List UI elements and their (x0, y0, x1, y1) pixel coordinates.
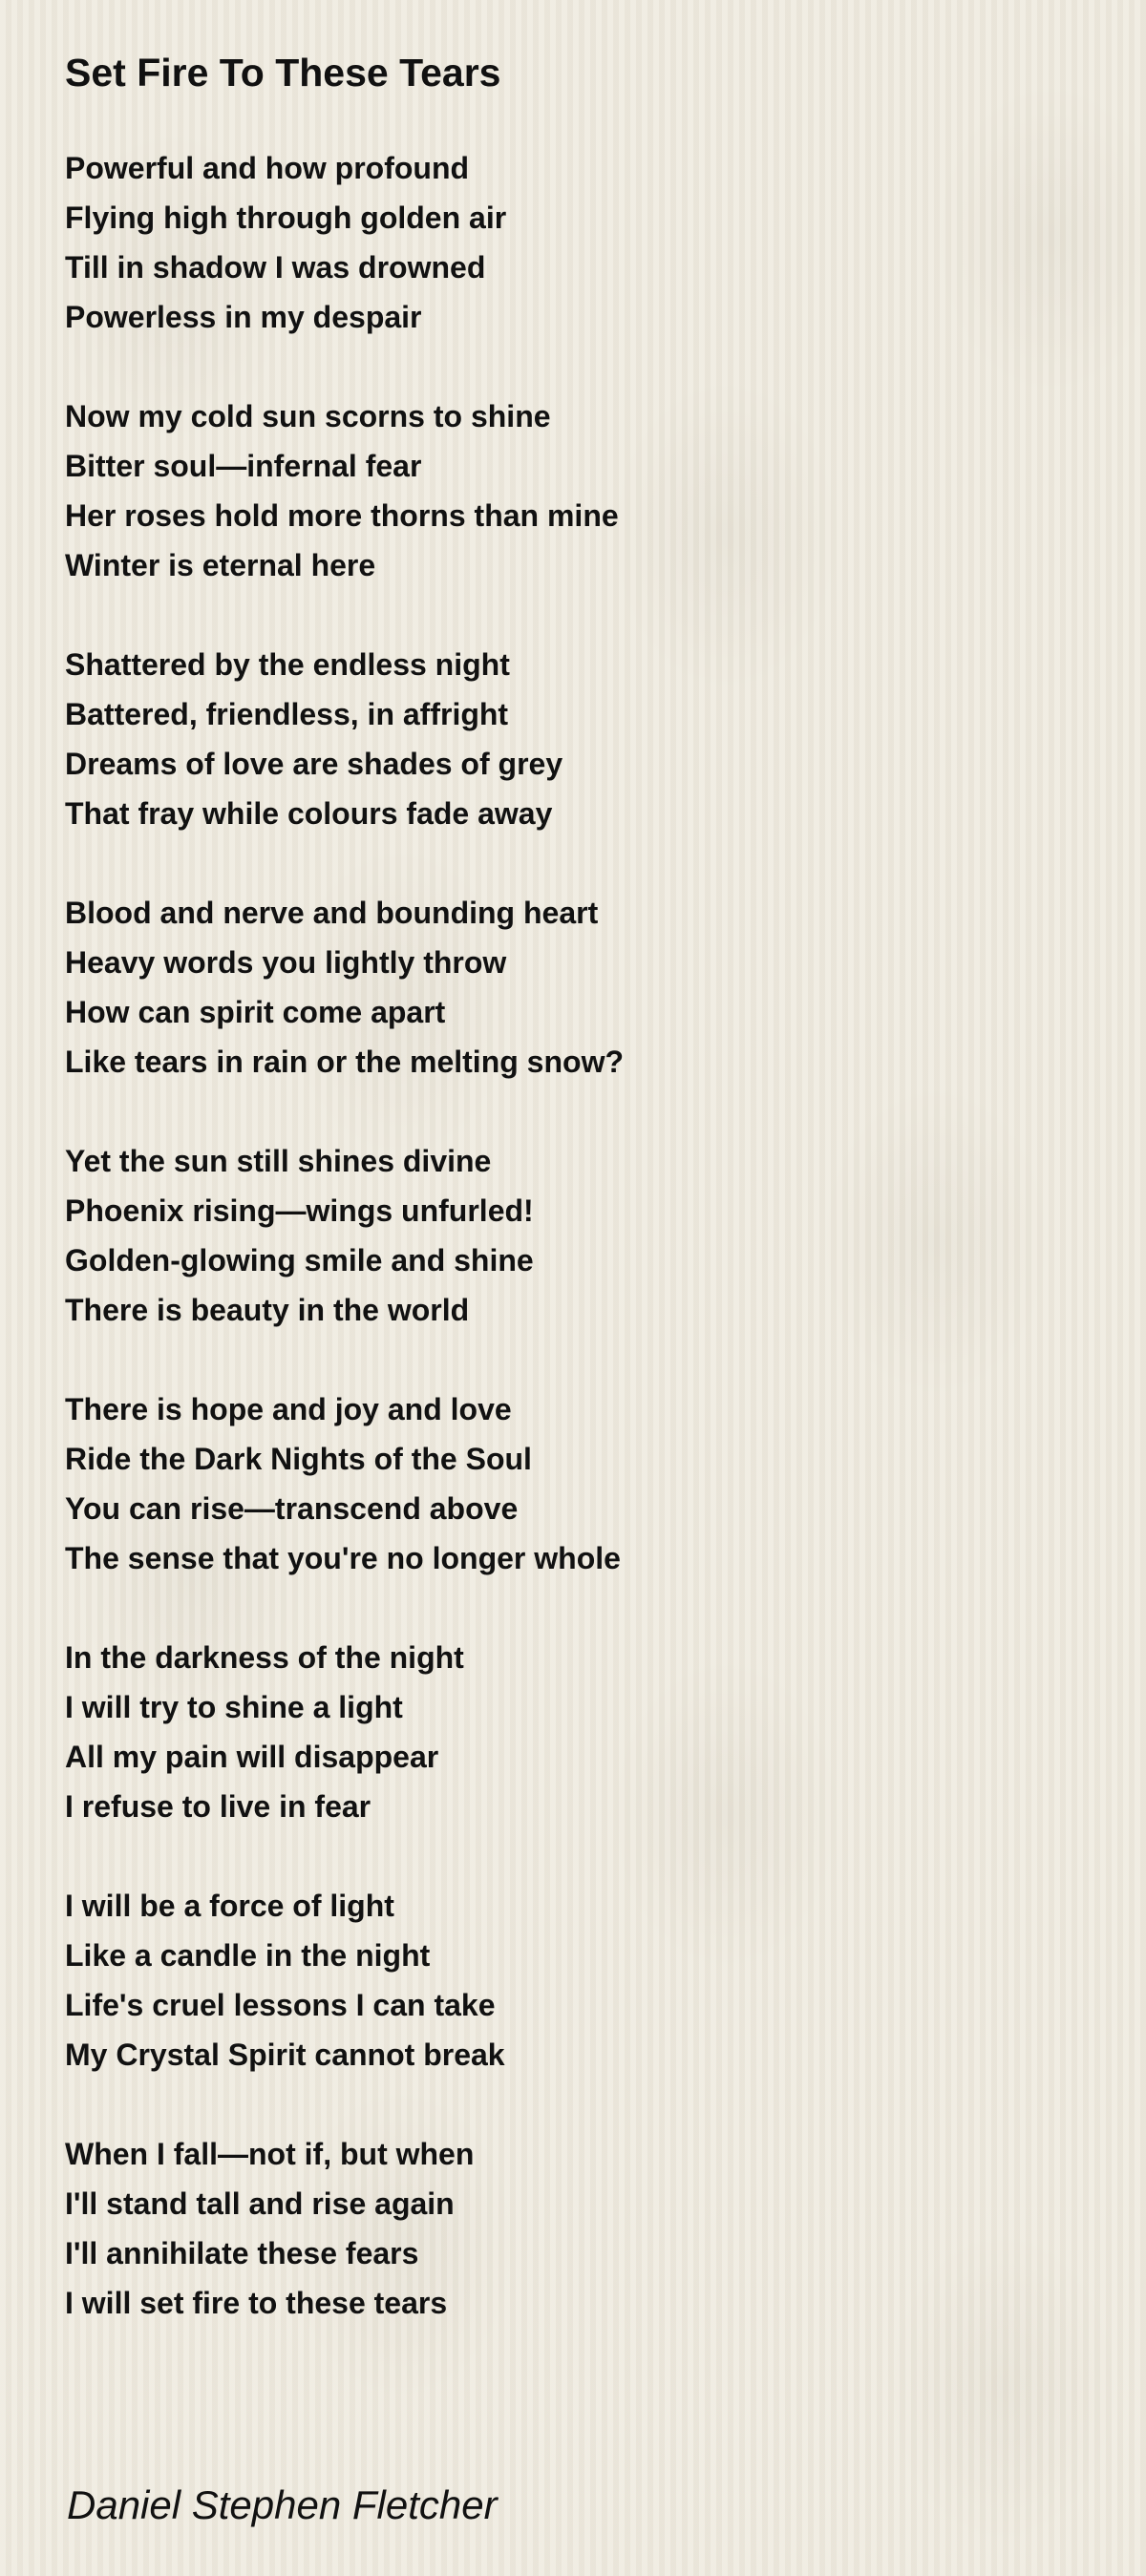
stanza (65, 888, 1077, 1087)
poem-line: Battered, friendless, in affright (65, 697, 509, 731)
poem-line: I'll annihilate these fears (65, 2236, 419, 2270)
poem-line: Like a candle in the night (65, 1938, 431, 1973)
poem-line: Yet the sun still shines divine (65, 1144, 492, 1178)
poem-line: Blood and nerve and bounding heart (65, 896, 599, 930)
poem-line: That fray while colours fade away (65, 796, 553, 831)
poem-line: Bitter soul—infernal fear (65, 449, 422, 483)
poem-line: When I fall—not if, but when (65, 2137, 475, 2171)
stanza (65, 391, 1077, 590)
poem-line: There is beauty in the world (65, 1293, 470, 1327)
poem-line: Powerful and how profound (65, 151, 470, 185)
poem-line: I will be a force of light (65, 1889, 394, 1923)
stanza (65, 1633, 1077, 1831)
stanza (65, 640, 1077, 838)
poem-line: In the darkness of the night (65, 1640, 464, 1675)
poem-line: Heavy words you lightly throw (65, 945, 507, 980)
poem-line: Flying high through golden air (65, 201, 507, 235)
poem-line: Powerless in my despair (65, 300, 422, 334)
poem-line: Phoenix rising—wings unfurled! (65, 1193, 534, 1228)
poem-line: I will set fire to these tears (65, 2286, 448, 2320)
poem-line: I will try to shine a light (65, 1690, 403, 1724)
poem-line: Winter is eternal here (65, 548, 376, 582)
poem-line: The sense that you're no longer whole (65, 1541, 621, 1575)
poem-line: Till in shadow I was drowned (65, 250, 486, 285)
poem-line: Golden-glowing smile and shine (65, 1243, 534, 1277)
poem-author: Daniel Stephen Fletcher (67, 2482, 498, 2527)
stanza (65, 1384, 1077, 1583)
poem-line: There is hope and joy and love (65, 1392, 512, 1426)
poem-line: Shattered by the endless night (65, 647, 510, 682)
poem-line: Ride the Dark Nights of the Soul (65, 1442, 532, 1476)
poem-line: Like tears in rain or the melting snow? (65, 1045, 624, 1079)
stanza (65, 2129, 1077, 2328)
poem-line: How can spirit come apart (65, 995, 446, 1029)
poem-line: Life's cruel lessons I can take (65, 1988, 496, 2022)
stanza (65, 143, 1077, 342)
stanza (65, 1881, 1077, 2080)
poem-line: All my pain will disappear (65, 1740, 439, 1774)
poem-line: I'll stand tall and rise again (65, 2186, 455, 2221)
poem-line: Now my cold sun scorns to shine (65, 399, 551, 433)
stanza (65, 1136, 1077, 1335)
poem-line: Her roses hold more thorns than mine (65, 498, 619, 533)
poem-title: Set Fire To These Tears (65, 51, 501, 95)
poem-line: Dreams of love are shades of grey (65, 747, 563, 781)
poem-body (65, 143, 1077, 2377)
poem-line: I refuse to live in fear (65, 1789, 371, 1824)
poem-line: You can rise—transcend above (65, 1491, 519, 1526)
poem-line: My Crystal Spirit cannot break (65, 2038, 505, 2072)
